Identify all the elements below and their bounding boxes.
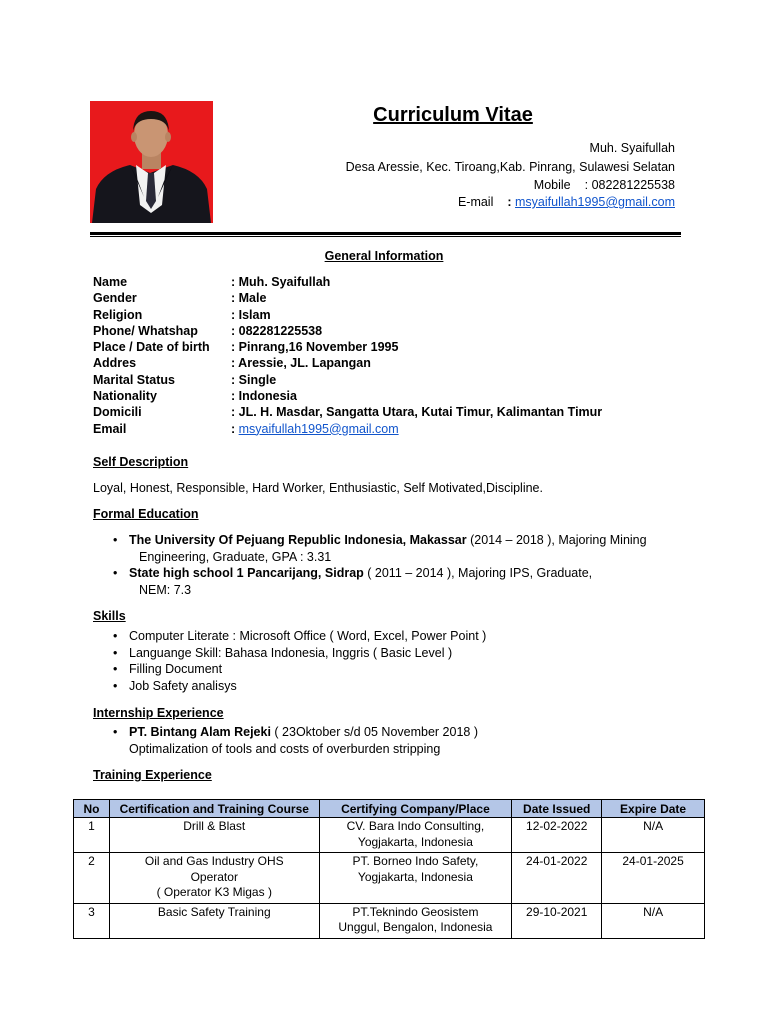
header-mobile (534, 178, 675, 192)
mobile-label: Mobile (533, 178, 571, 192)
email-label: E-mail (457, 195, 494, 209)
general-info-list (93, 274, 602, 437)
info-row-gender: Gender : Male (93, 291, 267, 306)
col-issued: Date Issued (512, 800, 602, 818)
info-row-email: Email : msyaifullah1995@gmail.com (93, 421, 399, 436)
skill-item: • Filling Document (113, 661, 486, 678)
portrait-icon (90, 101, 213, 223)
internship-item: • PT. Bintang Alam Rejeki ( 23Oktober s/d 05 November 2018 ) Optimalization of tools and costs of overburden stripping (113, 724, 478, 757)
skills-heading: Skills (93, 609, 126, 623)
header-address: Desa Aressie, Kec. Tiroang,Kab. Pinrang, Sulawesi Selatan (345, 160, 675, 174)
education-item: • State high school 1 Pancarijang, Sidrap ( 2011 – 2014 ), Majoring IPS, Graduate, NEM: 7.3 (113, 565, 647, 598)
training-heading: Training Experience (93, 768, 212, 782)
self-description-text: Loyal, Honest, Responsible, Hard Worker, Enthusiastic, Self Motivated,Discipline. (93, 481, 543, 495)
education-item: • The University Of Pejuang Republic Indonesia, Makassar (2014 – 2018 ), Majoring Mining Engineering, Graduate, GPA : 3.31 (113, 532, 647, 565)
col-company: Certifying Company/Place (319, 800, 512, 818)
info-email-link[interactable]: msyaifullah1995@gmail.com (238, 421, 399, 436)
info-row-nationality: Nationality : Indonesia (93, 389, 297, 404)
info-row-address: Addres : Aressie, JL. Lapangan (93, 356, 371, 371)
skill-item: • Computer Literate : Microsoft Office ( Word, Excel, Power Point ) (113, 628, 486, 645)
skills-list (113, 628, 486, 694)
header-email (458, 195, 675, 209)
info-row-domicili: Domicili : JL. H. Masdar, Sangatta Utara, Kutai Timur, Kalimantan Timur (93, 405, 603, 420)
self-description-heading: Self Description (93, 455, 189, 469)
header-name: Muh. Syaifullah (589, 141, 675, 155)
mobile-value: : 082281225538 (584, 178, 675, 192)
email-sep: : (507, 195, 512, 209)
table-row: 3 Basic Safety Training PT.Teknindo Geosistem Unggul, Bengalon, Indonesia 29-10-2021 N/A (74, 903, 705, 938)
training-table-header (74, 800, 705, 818)
header-email-link[interactable]: msyaifullah1995@gmail.com (515, 195, 675, 209)
col-course: Certification and Training Course (109, 800, 319, 818)
header-divider (90, 232, 681, 235)
info-row-religion: Religion : Islam (93, 307, 271, 322)
info-row-name: Name : Muh. Syaifullah (93, 275, 331, 289)
info-row-marital: Marital Status : Single (93, 372, 277, 387)
header-divider-thin (90, 236, 681, 237)
skill-item: • Languange Skill: Bahasa Indonesia, Inggris ( Basic Level ) (113, 645, 486, 662)
info-row-phone: Phone/ Whatshap : 082281225538 (93, 323, 323, 338)
internship-heading: Internship Experience (93, 706, 224, 720)
education-heading: Formal Education (93, 507, 199, 521)
table-row: 2 Oil and Gas Industry OHS Operator ( Operator K3 Migas ) PT. Borneo Indo Safety, Yogjakarta, Indonesia 24-01-2022 24-01-2025 (74, 853, 705, 904)
internship-list (113, 724, 478, 757)
info-row-birth: Place / Date of birth : Pinrang,16 November 1995 (93, 340, 399, 355)
education-list (113, 532, 647, 598)
table-row: 1 Drill & Blast CV. Bara Indo Consulting, Yogjakarta, Indonesia 12-02-2022 N/A (74, 818, 705, 853)
col-expire: Expire Date (602, 800, 705, 818)
profile-photo (90, 101, 213, 223)
skill-item: • Job Safety analisys (113, 678, 486, 695)
page-title: Curriculum Vitae (373, 104, 533, 126)
general-info-heading: General Information (324, 249, 444, 263)
col-no: No (74, 800, 110, 818)
training-table (73, 799, 705, 939)
